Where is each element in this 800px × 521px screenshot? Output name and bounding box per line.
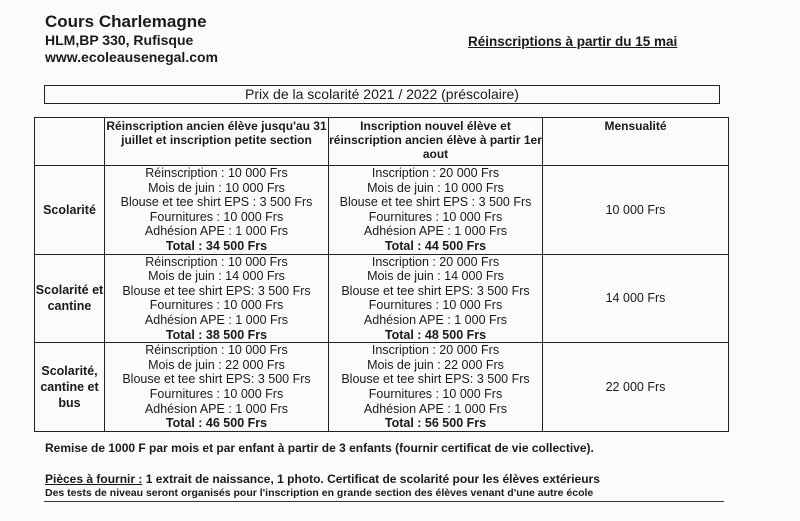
- inscription-line: Inscription : 20 000 Frs: [371, 166, 500, 180]
- reinscription-line: Mois de juin : 10 000 Frs: [148, 180, 285, 195]
- inscription-line: Mois de juin : 10 000 Frs: [367, 180, 504, 195]
- reinscription-cell: [105, 343, 329, 432]
- inscription-line: Blouse et tee shirt EPS: 3 500 Frs: [341, 372, 530, 387]
- reinscription-cell: [105, 254, 329, 343]
- inscription-line: Adhésion APE : 1 000 Frs: [363, 224, 508, 239]
- column-header-inscription: Inscription nouvel élève et réinscription ancien élève à partir 1er aout: [329, 118, 543, 166]
- monthly-cell: 10 000 Frs: [543, 166, 729, 255]
- table-row: [35, 254, 729, 343]
- reinscription-line: Adhésion APE : 1 000 Frs: [144, 401, 289, 416]
- reinscription-line: Réinscription : 10 000 Frs: [145, 166, 288, 180]
- inscription-line: Adhésion APE : 1 000 Frs: [363, 312, 508, 327]
- tests-note: Des tests de niveau seront organisés pour l'inscription en grande section des élèves venant d'une autre école: [45, 487, 594, 499]
- table-row: [35, 166, 729, 255]
- table-row: [35, 343, 729, 432]
- table-header-row: [35, 118, 729, 166]
- inscription-line: Inscription : 20 000 Frs: [371, 343, 500, 358]
- inscription-line: Blouse et tee shirt EPS : 3 500 Frs: [339, 195, 532, 210]
- column-header-reinscription: Réinscription ancien élève jusqu'au 31 juillet et inscription petite section: [105, 118, 329, 166]
- reinscription-line: Fournitures : 10 000 Frs: [149, 386, 284, 401]
- pieces-note: [45, 472, 600, 486]
- reinscription-line: Réinscription : 10 000 Frs: [145, 254, 288, 269]
- inscription-line: Adhésion APE : 1 000 Frs: [363, 401, 508, 416]
- row-label: Scolarité et cantine: [35, 254, 105, 343]
- inscription-total: Total : 48 500 Frs: [384, 327, 487, 342]
- reinscription-line: Mois de juin : 22 000 Frs: [148, 357, 285, 372]
- reinscription-line: Blouse et tee shirt EPS: 3 500 Frs: [122, 283, 311, 298]
- fees-table: [34, 117, 729, 432]
- pieces-label: Pièces à fournir :: [45, 472, 143, 486]
- reinscription-total: Total : 34 500 Frs: [165, 238, 268, 253]
- remise-note: Remise de 1000 F par mois et par enfant à partir de 3 enfants (fournir certificat de vie collective).: [45, 441, 594, 455]
- inscription-cell: [329, 343, 543, 432]
- reinscription-line: Blouse et tee shirt EPS: 3 500 Frs: [122, 372, 311, 387]
- pieces-text: 1 extrait de naissance, 1 photo. Certificat de scolarité pour les élèves extérieurs: [142, 472, 600, 486]
- inscription-line: Fournitures : 10 000 Frs: [368, 298, 503, 313]
- row-label: Scolarité: [35, 166, 105, 255]
- monthly-cell: 22 000 Frs: [543, 343, 729, 432]
- school-website: www.ecoleausenegal.com: [45, 49, 218, 65]
- school-header: [45, 12, 218, 66]
- inscription-cell: [329, 254, 543, 343]
- inscription-total: Total : 44 500 Frs: [384, 238, 487, 253]
- inscription-line: Mois de juin : 22 000 Frs: [367, 357, 504, 372]
- reinscription-line: Adhésion APE : 1 000 Frs: [144, 224, 289, 239]
- reinscription-line: Fournitures : 10 000 Frs: [149, 209, 284, 224]
- school-name: Cours Charlemagne: [45, 12, 207, 31]
- reinscription-cell: [105, 166, 329, 255]
- reinscription-total: Total : 38 500 Frs: [165, 327, 268, 342]
- bottom-divider: [44, 501, 724, 502]
- inscription-cell: [329, 166, 543, 255]
- column-header-empty: [35, 118, 105, 166]
- reinscription-line: Adhésion APE : 1 000 Frs: [144, 312, 289, 327]
- reinscription-line: Blouse et tee shirt EPS : 3 500 Frs: [120, 195, 313, 210]
- inscription-line: Mois de juin : 14 000 Frs: [367, 269, 504, 284]
- inscription-line: Fournitures : 10 000 Frs: [368, 209, 503, 224]
- inscription-total: Total : 56 500 Frs: [384, 416, 487, 431]
- reinscription-line: Réinscription : 10 000 Frs: [145, 343, 288, 358]
- monthly-cell: 14 000 Frs: [543, 254, 729, 343]
- reinscription-line: Mois de juin : 14 000 Frs: [148, 269, 285, 284]
- reinscription-notice: Réinscriptions à partir du 15 mai: [468, 34, 678, 49]
- price-title: Prix de la scolarité 2021 / 2022 (préscolaire): [44, 85, 720, 104]
- inscription-line: Fournitures : 10 000 Frs: [368, 386, 503, 401]
- reinscription-total: Total : 46 500 Frs: [165, 416, 268, 431]
- inscription-line: Inscription : 20 000 Frs: [371, 254, 500, 269]
- row-label: Scolarité, cantine et bus: [35, 343, 105, 432]
- reinscription-line: Fournitures : 10 000 Frs: [149, 298, 284, 313]
- school-address: HLM,BP 330, Rufisque: [45, 32, 194, 48]
- column-header-monthly: Mensualité: [543, 118, 729, 166]
- inscription-line: Blouse et tee shirt EPS: 3 500 Frs: [341, 283, 530, 298]
